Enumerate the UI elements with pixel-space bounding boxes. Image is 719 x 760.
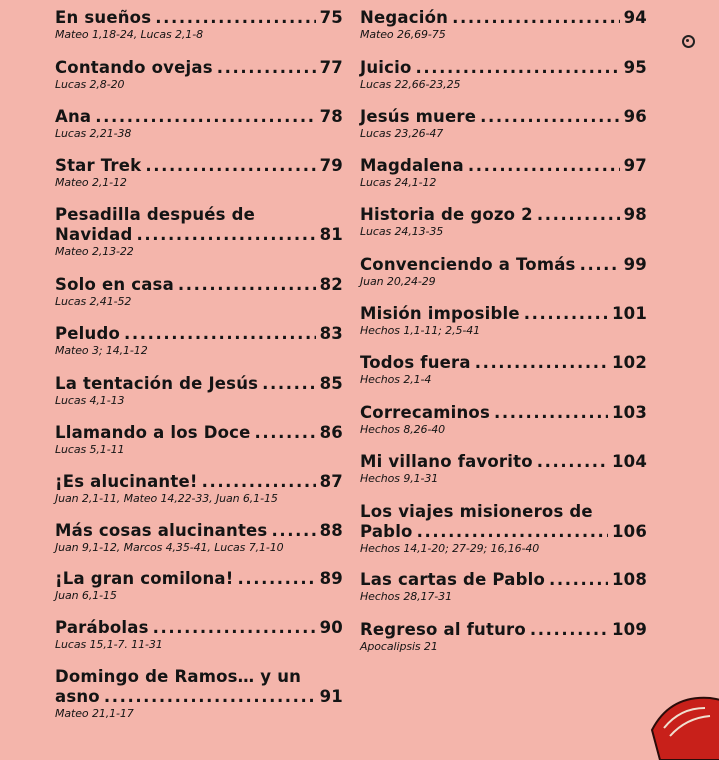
toc-entry-title-line bbox=[55, 8, 343, 28]
toc-entry-reference: Mateo 1,18-24, Lucas 2,1-8 bbox=[55, 28, 203, 41]
toc-entry-reference: Mateo 2,1-12 bbox=[55, 176, 127, 189]
leader-dots bbox=[537, 205, 620, 225]
leader-dots bbox=[494, 403, 608, 423]
toc-entry-title: Historia de gozo 2 bbox=[360, 205, 533, 224]
toc-entry-page: 91 bbox=[319, 687, 343, 706]
toc-entry-page: 108 bbox=[611, 570, 647, 589]
toc-entry-page: 103 bbox=[611, 403, 647, 422]
toc-entry-page: 89 bbox=[319, 569, 343, 588]
toc-entry-page: 83 bbox=[319, 324, 343, 343]
toc-entry-page: 94 bbox=[623, 8, 647, 27]
toc-entry-title-line bbox=[55, 618, 343, 638]
toc-entry[interactable] bbox=[55, 8, 343, 42]
toc-entry-title: Convenciendo a Tomás bbox=[360, 255, 576, 274]
leader-dots bbox=[417, 522, 608, 542]
toc-entry-title-line bbox=[360, 8, 647, 28]
toc-entry-page: 77 bbox=[319, 58, 343, 77]
toc-entry[interactable] bbox=[55, 156, 343, 190]
toc-entry-title: Solo en casa bbox=[55, 275, 174, 294]
toc-entry[interactable] bbox=[360, 156, 647, 190]
toc-entry-title: Parábolas bbox=[55, 618, 149, 637]
toc-entry-title: Mi villano favorito bbox=[360, 452, 533, 471]
decorative-dot-icon bbox=[682, 35, 695, 48]
toc-entry[interactable] bbox=[360, 255, 647, 289]
toc-entry[interactable] bbox=[55, 275, 343, 309]
toc-entry-title-line bbox=[55, 472, 343, 492]
leader-dots bbox=[416, 58, 620, 78]
toc-entry-reference: Hechos 28,17-31 bbox=[360, 590, 452, 603]
toc-entry[interactable] bbox=[55, 107, 343, 141]
toc-entry-reference: Mateo 2,13-22 bbox=[55, 245, 134, 258]
toc-entry-reference: Juan 6,1-15 bbox=[55, 589, 117, 602]
leader-dots bbox=[255, 423, 316, 443]
toc-entry-reference: Lucas 15,1-7. 11-31 bbox=[55, 638, 163, 651]
toc-entry[interactable] bbox=[360, 353, 647, 387]
toc-entry-reference: Hechos 1,1-11; 2,5-41 bbox=[360, 324, 481, 337]
toc-entry-title-line bbox=[55, 687, 343, 707]
toc-entry-reference: Apocalipsis 21 bbox=[360, 640, 438, 653]
toc-entry-reference: Hechos 14,1-20; 27-29; 16,16-40 bbox=[360, 542, 540, 555]
toc-entry-title: La tentación de Jesús bbox=[55, 374, 259, 393]
toc-entry-page: 88 bbox=[319, 521, 343, 540]
toc-entry[interactable] bbox=[55, 618, 343, 652]
toc-entry[interactable] bbox=[360, 403, 647, 437]
leader-dots bbox=[452, 8, 620, 28]
toc-entry-title-line bbox=[55, 156, 343, 176]
toc-entry[interactable] bbox=[55, 423, 343, 457]
toc-entry-title-line bbox=[360, 620, 647, 640]
toc-entry-reference: Mateo 26,69-75 bbox=[360, 28, 446, 41]
toc-entry-title: En sueños bbox=[55, 8, 152, 27]
red-illustration-corner bbox=[650, 690, 719, 760]
toc-entry-title-line bbox=[55, 58, 343, 78]
toc-entry-title: Más cosas alucinantes bbox=[55, 521, 268, 540]
toc-entry-title-line bbox=[55, 569, 343, 589]
leader-dots bbox=[178, 275, 316, 295]
toc-entry-title-line bbox=[55, 107, 343, 127]
toc-entry-page: 109 bbox=[611, 620, 647, 639]
toc-entry-reference: Juan 20,24-29 bbox=[360, 275, 436, 288]
toc-entry-title-line bbox=[55, 423, 343, 443]
toc-entry-title: ¡Es alucinante! bbox=[55, 472, 198, 491]
toc-entry-page: 79 bbox=[319, 156, 343, 175]
toc-entry-title-line bbox=[360, 107, 647, 127]
toc-entry-title: Pablo bbox=[360, 522, 413, 541]
toc-entry-page: 75 bbox=[319, 8, 343, 27]
toc-entry[interactable] bbox=[360, 107, 647, 141]
toc-entry-title-line bbox=[55, 374, 343, 394]
toc-entry-title-line bbox=[360, 353, 647, 373]
leader-dots bbox=[580, 255, 620, 275]
toc-entry-reference: Mateo 21,1-17 bbox=[55, 707, 134, 720]
toc-entry-title: Navidad bbox=[55, 225, 133, 244]
leader-dots bbox=[475, 353, 608, 373]
toc-entry-page: 82 bbox=[319, 275, 343, 294]
toc-entry-title: Las cartas de Pablo bbox=[360, 570, 545, 589]
toc-entry[interactable] bbox=[360, 620, 647, 654]
toc-entry-title: asno bbox=[55, 687, 100, 706]
toc-entry-reference: Hechos 9,1-31 bbox=[360, 472, 439, 485]
leader-dots bbox=[104, 687, 316, 707]
toc-entry-title-line bbox=[360, 205, 647, 225]
toc-entry-page: 106 bbox=[611, 522, 647, 541]
toc-entry-title: Negación bbox=[360, 8, 449, 27]
leader-dots bbox=[537, 452, 608, 472]
toc-entry-title: Ana bbox=[55, 107, 92, 126]
toc-entry-reference: Lucas 2,21-38 bbox=[55, 127, 132, 140]
toc-entry-title-line1: Los viajes misioneros de bbox=[360, 502, 593, 521]
toc-entry-title-line bbox=[360, 255, 647, 275]
toc-entry-page: 95 bbox=[623, 58, 647, 77]
toc-entry-title-line bbox=[55, 324, 343, 344]
leader-dots bbox=[217, 58, 316, 78]
toc-entry-title: Regreso al futuro bbox=[360, 620, 526, 639]
toc-entry-page: 104 bbox=[611, 452, 647, 471]
toc-entry-title-line bbox=[360, 522, 647, 542]
toc-entry-page: 97 bbox=[623, 156, 647, 175]
toc-entry-reference: Lucas 4,1-13 bbox=[55, 394, 125, 407]
toc-entry-reference: Lucas 22,66-23,25 bbox=[360, 78, 461, 91]
toc-entry-page: 90 bbox=[319, 618, 343, 637]
toc-entry-title-line bbox=[360, 304, 647, 324]
toc-entry-title: Peludo bbox=[55, 324, 121, 343]
leader-dots bbox=[202, 472, 316, 492]
toc-entry[interactable] bbox=[55, 324, 343, 358]
toc-entry[interactable] bbox=[55, 472, 343, 506]
toc-entry[interactable] bbox=[55, 521, 343, 555]
toc-entry-reference: Juan 2,1-11, Mateo 14,22-33, Juan 6,1-15 bbox=[55, 492, 278, 505]
leader-dots bbox=[271, 521, 315, 541]
toc-entry-title-line bbox=[360, 58, 647, 78]
toc-entry-title: Jesús muere bbox=[360, 107, 477, 126]
toc-entry-reference: Lucas 24,1-12 bbox=[360, 176, 437, 189]
toc-entry-reference: Mateo 3; 14,1-12 bbox=[55, 344, 148, 357]
toc-entry[interactable] bbox=[55, 58, 343, 92]
toc-entry[interactable] bbox=[55, 205, 343, 259]
toc-entry-title: Llamando a los Doce bbox=[55, 423, 251, 442]
toc-entry-page: 85 bbox=[319, 374, 343, 393]
toc-entry-title-line bbox=[360, 156, 647, 176]
toc-entry[interactable] bbox=[55, 667, 343, 721]
toc-entry-page: 101 bbox=[611, 304, 647, 323]
toc-entry[interactable] bbox=[360, 58, 647, 92]
toc-entry-title: Star Trek bbox=[55, 156, 142, 175]
toc-entry[interactable] bbox=[360, 502, 647, 556]
toc-entry-reference: Lucas 2,8-20 bbox=[55, 78, 125, 91]
leader-dots bbox=[95, 107, 315, 127]
toc-entry-title: Todos fuera bbox=[360, 353, 471, 372]
toc-entry-title: Correcaminos bbox=[360, 403, 490, 422]
toc-entry-page: 87 bbox=[319, 472, 343, 491]
toc-entry-reference: Lucas 5,1-11 bbox=[55, 443, 125, 456]
toc-entry-title-line bbox=[360, 570, 647, 590]
toc-entry-page: 98 bbox=[623, 205, 647, 224]
toc-entry-title-line bbox=[360, 452, 647, 472]
leader-dots bbox=[145, 156, 315, 176]
toc-entry-reference: Hechos 2,1-4 bbox=[360, 373, 432, 386]
leader-dots bbox=[468, 156, 620, 176]
toc-entry-title-line bbox=[55, 225, 343, 245]
toc-entry-title: Contando ovejas bbox=[55, 58, 213, 77]
toc-entry[interactable] bbox=[360, 452, 647, 486]
toc-entry[interactable] bbox=[360, 304, 647, 338]
toc-entry-title-line1: Pesadilla después de bbox=[55, 205, 256, 224]
leader-dots bbox=[237, 569, 315, 589]
toc-entry-title-line1: Domingo de Ramos… y un bbox=[55, 667, 302, 686]
toc-entry-reference: Hechos 8,26-40 bbox=[360, 423, 446, 436]
toc-entry[interactable] bbox=[360, 570, 647, 604]
toc-entry[interactable] bbox=[360, 205, 647, 239]
toc-entry-title-line bbox=[55, 521, 343, 541]
toc-entry[interactable] bbox=[55, 569, 343, 603]
toc-entry-reference: Lucas 2,41-52 bbox=[55, 295, 132, 308]
toc-entry-title: ¡La gran comilona! bbox=[55, 569, 234, 588]
toc-entry-page: 102 bbox=[611, 353, 647, 372]
toc-entry-title: Juicio bbox=[360, 58, 412, 77]
toc-entry-reference: Lucas 23,26-47 bbox=[360, 127, 444, 140]
leader-dots bbox=[137, 225, 316, 245]
toc-entry-page: 86 bbox=[319, 423, 343, 442]
toc-entry-title-line bbox=[360, 403, 647, 423]
toc-entry-reference: Juan 9,1-12, Marcos 4,35-41, Lucas 7,1-10 bbox=[55, 541, 284, 554]
leader-dots bbox=[124, 324, 316, 344]
leader-dots bbox=[262, 374, 315, 394]
leader-dots bbox=[530, 620, 608, 640]
toc-entry-title: Misión imposible bbox=[360, 304, 520, 323]
toc-entry-reference: Lucas 24,13-35 bbox=[360, 225, 444, 238]
toc-entry[interactable] bbox=[55, 374, 343, 408]
leader-dots bbox=[524, 304, 608, 324]
toc-entry-page: 78 bbox=[319, 107, 343, 126]
toc-entry-page: 99 bbox=[623, 255, 647, 274]
leader-dots bbox=[549, 570, 608, 590]
toc-entry-page: 81 bbox=[319, 225, 343, 244]
toc-entry[interactable] bbox=[360, 8, 647, 42]
leader-dots bbox=[153, 618, 316, 638]
toc-entry-page: 96 bbox=[623, 107, 647, 126]
leader-dots bbox=[155, 8, 315, 28]
leader-dots bbox=[480, 107, 620, 127]
toc-entry-title-line bbox=[55, 275, 343, 295]
toc-entry-title: Magdalena bbox=[360, 156, 464, 175]
